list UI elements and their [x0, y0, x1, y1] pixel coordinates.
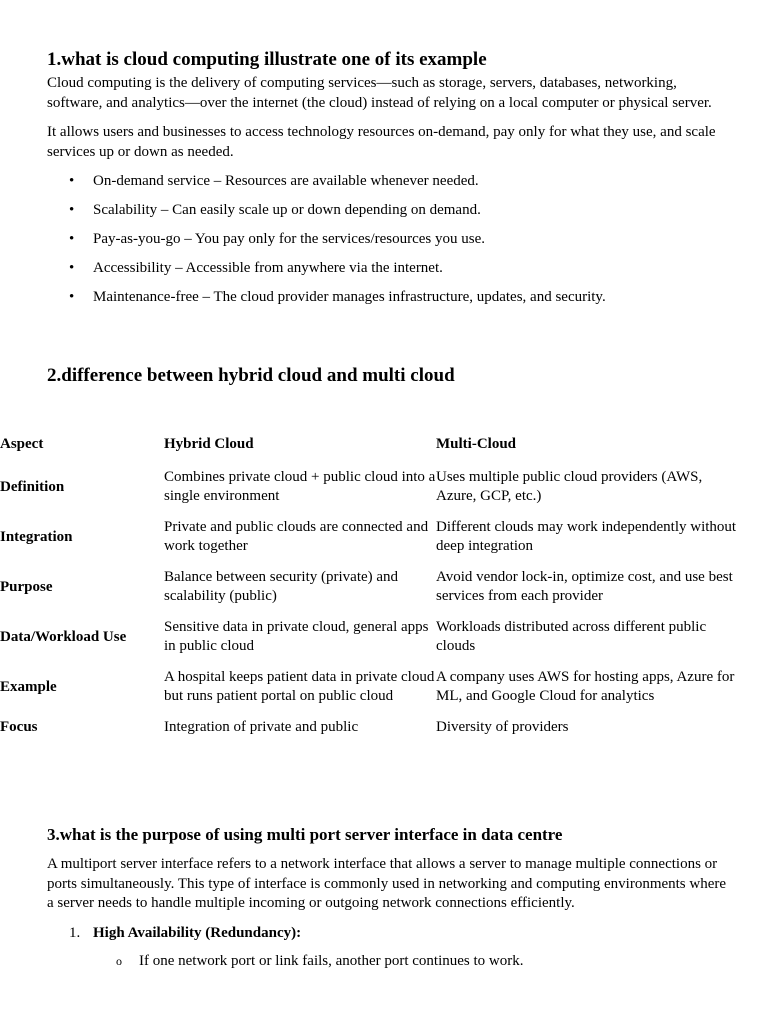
features-list — [47, 172, 727, 308]
table-cell: Uses multiple public cloud providers (AWS, Azure, GCP, etc.) — [436, 469, 703, 504]
list-item-text: Maintenance-free – The cloud provider manages infrastructure, updates, and security. — [93, 289, 606, 305]
list-item — [47, 172, 727, 192]
table-cell: A hospital keeps patient data in private cloud but runs patient portal on public cloud — [164, 669, 435, 704]
bullet-icon: • — [69, 202, 75, 218]
section-2-heading: 2.difference between hybrid cloud and multi cloud — [47, 365, 455, 386]
list-item — [47, 288, 727, 308]
list-item — [47, 230, 727, 250]
table-cell: Integration of private and public — [164, 719, 359, 735]
hollow-bullet-icon: o — [116, 954, 122, 968]
section-multiport-interface — [47, 824, 727, 972]
table-cell: Combines private cloud + public cloud into a single environment — [164, 469, 436, 504]
table-cell: Different clouds may work independently without deep integration — [436, 519, 737, 554]
list-item-label: High Availability (Redundancy): — [93, 924, 302, 941]
table-cell: Sensitive data in private cloud, general apps in public cloud — [164, 619, 429, 654]
bullet-icon: • — [69, 173, 75, 189]
section-1-paragraph-1: Cloud computing is the delivery of computing services—such as storage, servers, databases, networking, software, and analytics—over the internet (the cloud) instead of relying on a local computer or physical server. — [47, 75, 712, 111]
section-1-heading: 1.what is cloud computing illustrate one of its example — [47, 49, 487, 70]
table-row — [0, 712, 740, 743]
table-cell: Private and public clouds are connected and work together — [164, 519, 429, 554]
table-header-cell: Multi-Cloud — [436, 436, 517, 452]
table-cell: Balance between security (private) and scalability (public) — [164, 569, 399, 604]
list-item — [47, 259, 727, 279]
table-row — [0, 662, 740, 712]
table-row — [0, 562, 740, 612]
table-header-row — [0, 427, 740, 462]
section-hybrid-vs-multi — [47, 364, 727, 388]
table-row — [0, 462, 740, 512]
table-row — [0, 512, 740, 562]
table-cell: A company uses AWS for hosting apps, Azure for ML, and Google Cloud for analytics — [436, 669, 735, 704]
list-item — [47, 201, 727, 221]
sub-list-item — [47, 952, 727, 972]
numbered-list-item — [47, 924, 727, 944]
table-cell-aspect: Data/Workload Use — [0, 628, 127, 645]
bullet-icon: • — [69, 231, 75, 247]
table-cell-aspect: Definition — [0, 478, 65, 495]
table-cell-aspect: Integration — [0, 528, 73, 545]
list-item-text: Pay-as-you-go – You pay only for the services/resources you use. — [93, 231, 486, 247]
list-item-text: Accessibility – Accessible from anywhere via the internet. — [93, 260, 443, 276]
section-1-paragraph-2: It allows users and businesses to access technology resources on-demand, pay only for what they use, and scale services up or down as needed. — [47, 124, 716, 160]
table-cell-aspect: Example — [0, 678, 57, 695]
bullet-icon: • — [69, 289, 75, 305]
table-cell-aspect: Focus — [0, 719, 38, 735]
list-item-text: On-demand service – Resources are available whenever needed. — [93, 173, 479, 189]
table-cell: Diversity of providers — [436, 719, 569, 735]
section-cloud-computing — [47, 48, 727, 317]
comparison-table — [0, 427, 740, 743]
table-cell-aspect: Purpose — [0, 578, 53, 595]
table-header-cell: Hybrid Cloud — [164, 436, 254, 452]
section-3-paragraph-1: A multiport server interface refers to a network interface that allows a server to manage multiple connections or ports simultaneously. This type of interface is commonly used in networking and computing environments where a server needs to handle multiple incoming or outgoing network connections efficiently. — [47, 856, 727, 911]
table-cell: Workloads distributed across different public clouds — [436, 619, 707, 654]
table-cell: Avoid vendor lock-in, optimize cost, and use best services from each provider — [436, 569, 733, 604]
sub-list-item-text: If one network port or link fails, another port continues to work. — [139, 953, 524, 969]
table-row — [0, 612, 740, 662]
table-header-cell: Aspect — [0, 436, 44, 452]
list-item-text: Scalability – Can easily scale up or down depending on demand. — [93, 202, 481, 218]
bullet-icon: • — [69, 260, 75, 276]
list-number: 1. — [69, 924, 81, 941]
section-3-heading: 3.what is the purpose of using multi port server interface in data centre — [47, 825, 563, 844]
